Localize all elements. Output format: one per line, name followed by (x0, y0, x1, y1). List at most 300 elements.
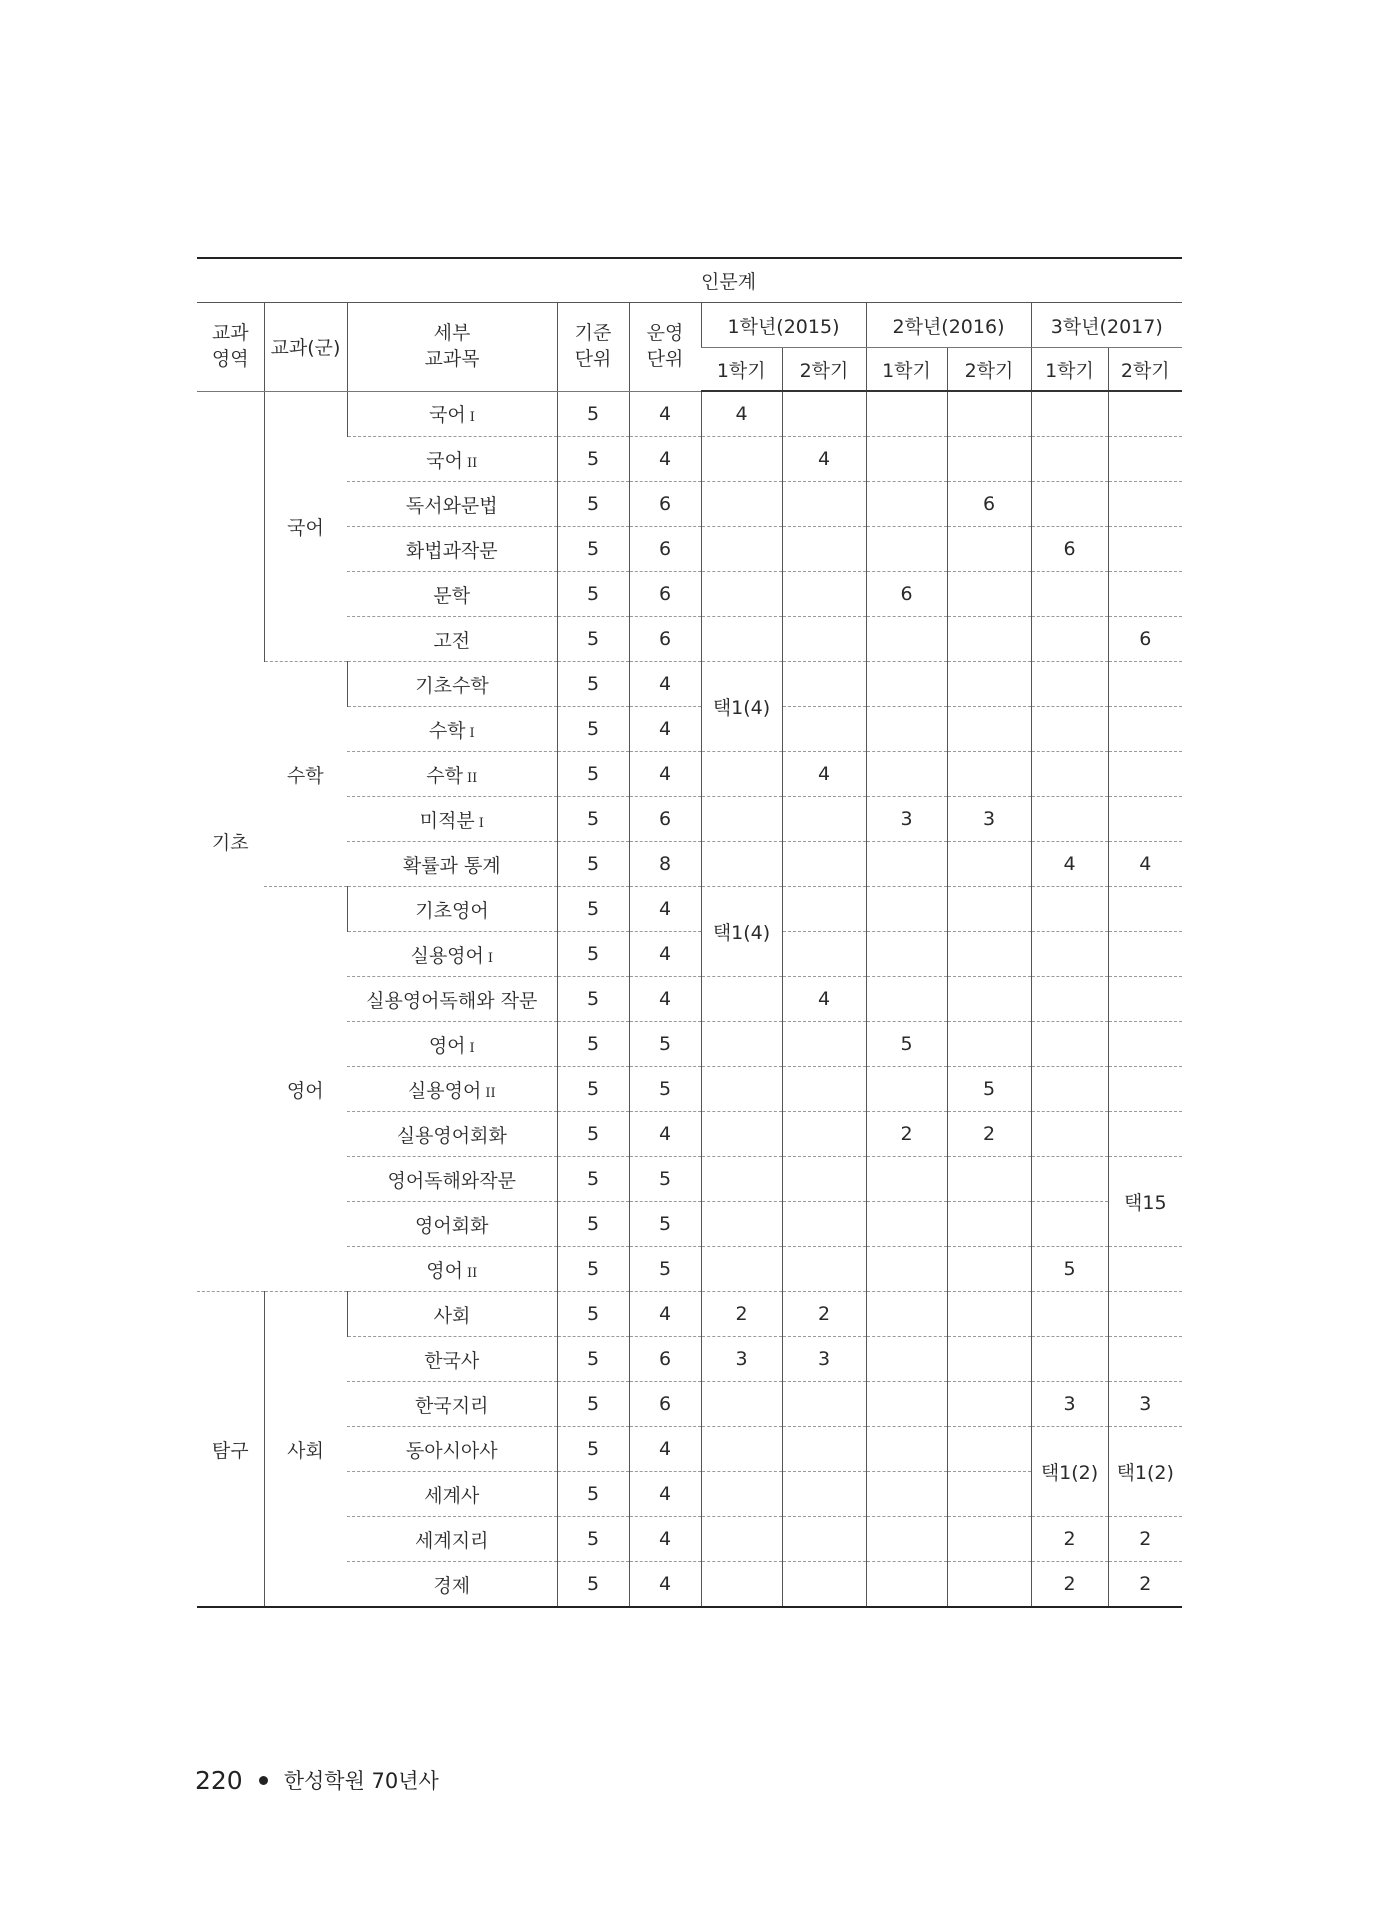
book-title: 한성학원 70년사 (283, 1769, 439, 1793)
semester-cell-y1-s2 (782, 391, 866, 437)
semester-cell-y1-s2 (782, 1157, 866, 1202)
operating-units-cell: 4 (629, 752, 701, 797)
semester-cell-y1-s2 (782, 662, 866, 707)
subject-cell (347, 1112, 557, 1157)
semester-cell-y3-s2 (1108, 437, 1182, 482)
subject-name: 기초영어 (415, 899, 489, 922)
semester-cell-y3-s2 (1108, 887, 1182, 932)
semester-cell-y2-s1 (866, 1292, 947, 1337)
semester-cell-y3-s1 (1031, 617, 1108, 662)
header-year-3: 3학년(2017) (1031, 303, 1182, 348)
subject-cell (347, 887, 557, 932)
subject-name: 고전 (433, 629, 471, 652)
group-cell: 사회 (264, 1292, 347, 1608)
subject-name: 동아시아사 (405, 1439, 498, 1462)
subject-name: 실용영어 (407, 1079, 482, 1102)
semester-cell-y2-s2 (947, 752, 1031, 797)
semester-cell-y1-s2 (782, 932, 866, 977)
semester-cell-y2-s1 (866, 1247, 947, 1292)
header-semester-1: 1학기 (701, 348, 782, 392)
standard-units-cell: 5 (557, 887, 629, 932)
subject-cell (347, 707, 557, 752)
standard-units-cell: 5 (557, 1337, 629, 1382)
semester-cell-y2-s2 (947, 707, 1031, 752)
semester-cell-y3-s1 (1031, 1067, 1108, 1112)
semester-cell-y3-s2 (1108, 707, 1182, 752)
subject-cell (347, 1067, 557, 1112)
semester-cell-y3-s1 (1031, 391, 1108, 437)
subject-name: 수학 (428, 719, 466, 742)
semester-cell-y1-s1 (701, 1427, 782, 1472)
group-cell: 국어 (264, 391, 347, 662)
semester-cell-y1-s1 (701, 482, 782, 527)
subject-name: 한국지리 (415, 1394, 489, 1417)
subject-name: 경제 (433, 1574, 471, 1597)
operating-units-cell: 6 (629, 527, 701, 572)
semester-cell-y2-s2 (947, 842, 1031, 887)
semester-cell-y2-s2 (947, 932, 1031, 977)
semester-cell-y1-s2 (782, 1202, 866, 1247)
semester-cell-y3-s1 (1031, 1157, 1108, 1202)
subject-roman-numeral: I (469, 1040, 475, 1056)
subject-cell (347, 527, 557, 572)
semester-cell-y2-s1: 5 (866, 1022, 947, 1067)
semester-cell-y3-s2 (1108, 482, 1182, 527)
semester-cell-y3-s2 (1108, 1292, 1182, 1337)
subject-name: 영어독해와작문 (387, 1169, 516, 1192)
semester-cell-y2-s1 (866, 1517, 947, 1562)
subject-cell (347, 1517, 557, 1562)
semester-cell-y3-s2 (1108, 1022, 1182, 1067)
subject-name: 미적분 (419, 809, 475, 832)
operating-units-cell: 5 (629, 1157, 701, 1202)
subject-cell (347, 1022, 557, 1067)
table-row (197, 662, 1182, 707)
semester-cell-y1-s1: 4 (701, 391, 782, 437)
semester-cell-y3-s2 (1108, 932, 1182, 977)
semester-cell-y3-s2: 4 (1108, 842, 1182, 887)
semester-cell-y3-s1 (1031, 1112, 1108, 1157)
semester-cell-y2-s1 (866, 1157, 947, 1202)
operating-units-cell: 4 (629, 662, 701, 707)
semester-cell-y3-s1 (1031, 977, 1108, 1022)
subject-roman-numeral: II (466, 455, 478, 471)
semester-cell-y2-s1 (866, 752, 947, 797)
page-number: 220 (195, 1765, 243, 1795)
semester-cell-y1-s2 (782, 1067, 866, 1112)
semester-cell-y1-s2 (782, 707, 866, 752)
standard-units-cell: 5 (557, 977, 629, 1022)
semester-cell-y1-s1 (701, 797, 782, 842)
subject-name: 세계사 (424, 1484, 480, 1507)
subject-name: 세계지리 (415, 1529, 489, 1552)
subject-roman-numeral: I (469, 725, 475, 741)
operating-units-cell: 4 (629, 1112, 701, 1157)
subject-cell (347, 1472, 557, 1517)
header-subject: 세부 교과목 (347, 303, 557, 392)
semester-cell-y2-s1 (866, 1202, 947, 1247)
standard-units-cell: 5 (557, 662, 629, 707)
semester-cell-y1-s1 (701, 1382, 782, 1427)
semester-cell-y3-s1: 5 (1031, 1247, 1108, 1292)
operating-units-cell: 4 (629, 932, 701, 977)
subject-cell (347, 1382, 557, 1427)
semester-cell-y1-s2 (782, 482, 866, 527)
standard-units-cell: 5 (557, 391, 629, 437)
header-year-1: 1학년(2015) (701, 303, 866, 348)
semester-cell-y2-s2 (947, 662, 1031, 707)
semester-cell-y2-s2 (947, 527, 1031, 572)
semester-cell-y3-s1: 2 (1031, 1517, 1108, 1562)
semester-cell-y2-s1 (866, 887, 947, 932)
operating-units-cell: 4 (629, 391, 701, 437)
semester-cell-y3-s2: 6 (1108, 617, 1182, 662)
subject-roman-numeral: II (466, 770, 478, 786)
table-title: 인문계 (701, 258, 1182, 303)
standard-units-cell: 5 (557, 617, 629, 662)
semester-cell-y3-s2: 택15 (1108, 1157, 1182, 1247)
subject-cell (347, 572, 557, 617)
semester-cell-y2-s2 (947, 1472, 1031, 1517)
subject-name: 실용영어 (410, 944, 484, 967)
operating-units-cell: 5 (629, 1247, 701, 1292)
semester-cell-y1-s1 (701, 1067, 782, 1112)
semester-cell-y2-s2 (947, 391, 1031, 437)
operating-units-cell: 5 (629, 1202, 701, 1247)
semester-cell-y2-s2 (947, 1427, 1031, 1472)
semester-cell-y1-s1 (701, 1202, 782, 1247)
semester-cell-y1-s1 (701, 1517, 782, 1562)
operating-units-cell: 4 (629, 1427, 701, 1472)
subject-name: 국어 (429, 404, 466, 427)
standard-units-cell: 5 (557, 1247, 629, 1292)
semester-cell-y1-s2: 4 (782, 752, 866, 797)
subject-name: 화법과작문 (405, 539, 498, 562)
subject-roman-numeral: II (466, 1265, 478, 1281)
semester-cell-y3-s1 (1031, 707, 1108, 752)
header-semester-2: 2학기 (947, 348, 1031, 392)
subject-name: 수학 (426, 764, 463, 787)
semester-cell-y3-s1 (1031, 932, 1108, 977)
semester-cell-y2-s1 (866, 707, 947, 752)
subject-name: 기초수학 (415, 674, 489, 697)
semester-cell-y1-s2 (782, 617, 866, 662)
semester-cell-y2-s1 (866, 842, 947, 887)
semester-cell-y1-s1 (701, 842, 782, 887)
semester-cell-y1-s2 (782, 1112, 866, 1157)
semester-cell-y3-s1 (1031, 437, 1108, 482)
operating-units-cell: 4 (629, 437, 701, 482)
subject-cell (347, 842, 557, 887)
curriculum-table (197, 257, 1182, 1608)
standard-units-cell: 5 (557, 1202, 629, 1247)
semester-cell-y3-s2 (1108, 1337, 1182, 1382)
semester-cell-y3-s2 (1108, 527, 1182, 572)
semester-cell-y1-s2 (782, 797, 866, 842)
semester-cell-y2-s1 (866, 1472, 947, 1517)
semester-cell-y1-s2: 2 (782, 1292, 866, 1337)
subject-name: 영어 (428, 1034, 466, 1057)
subject-name: 문학 (433, 584, 471, 607)
semester-cell-y3-s1 (1031, 752, 1108, 797)
subject-cell (347, 482, 557, 527)
operating-units-cell: 6 (629, 482, 701, 527)
semester-cell-y2-s2: 3 (947, 797, 1031, 842)
semester-cell-y3-s2: 3 (1108, 1382, 1182, 1427)
semester-cell-y1-s1 (701, 752, 782, 797)
semester-cell-y1-s2: 4 (782, 977, 866, 1022)
subject-name: 독서와문법 (405, 494, 498, 517)
semester-cell-y2-s1 (866, 1427, 947, 1472)
semester-cell-y3-s2 (1108, 391, 1182, 437)
subject-roman-numeral: I (469, 410, 475, 426)
semester-cell-y3-s2 (1108, 572, 1182, 617)
subject-cell (347, 1292, 557, 1337)
group-cell: 수학 (264, 662, 347, 887)
header-row (197, 303, 1182, 348)
operating-units-cell: 4 (629, 1472, 701, 1517)
semester-cell-y3-s1 (1031, 887, 1108, 932)
semester-cell-y2-s2 (947, 887, 1031, 932)
subject-name: 영어 (426, 1259, 463, 1282)
semester-cell-y1-s1 (701, 527, 782, 572)
semester-cell-y3-s2: 2 (1108, 1517, 1182, 1562)
semester-cell-y2-s2 (947, 437, 1031, 482)
operating-units-cell: 8 (629, 842, 701, 887)
semester-cell-y1-s1 (701, 1022, 782, 1067)
subject-cell (347, 1562, 557, 1608)
semester-cell-y2-s2 (947, 977, 1031, 1022)
operating-units-cell: 4 (629, 887, 701, 932)
semester-cell-y3-s2 (1108, 1247, 1182, 1292)
subject-cell (347, 437, 557, 482)
header-year-2: 2학년(2016) (866, 303, 1031, 348)
standard-units-cell: 5 (557, 1157, 629, 1202)
subject-name: 확률과 통계 (402, 854, 501, 877)
subject-name: 영어회화 (415, 1214, 489, 1237)
semester-cell-y2-s1: 6 (866, 572, 947, 617)
semester-cell-y2-s1 (866, 437, 947, 482)
semester-cell-y1-s2 (782, 572, 866, 617)
standard-units-cell: 5 (557, 1562, 629, 1608)
semester-cell-y2-s1 (866, 391, 947, 437)
subject-name: 한국사 (424, 1349, 480, 1372)
subject-cell (347, 977, 557, 1022)
semester-cell-y2-s2: 6 (947, 482, 1031, 527)
standard-units-cell: 5 (557, 1427, 629, 1472)
semester-cell-y1-s2 (782, 887, 866, 932)
semester-cell-y2-s2: 5 (947, 1067, 1031, 1112)
semester-cell-y3-s1: 택1(2) (1031, 1427, 1108, 1517)
semester-cell-y1-s1 (701, 1157, 782, 1202)
standard-units-cell: 5 (557, 1112, 629, 1157)
semester-cell-y2-s1 (866, 932, 947, 977)
operating-units-cell: 5 (629, 1067, 701, 1112)
semester-cell-y3-s1 (1031, 797, 1108, 842)
semester-cell-y1-s2 (782, 1562, 866, 1608)
semester-cell-y1-s1: 택1(4) (701, 662, 782, 752)
semester-cell-y1-s2: 4 (782, 437, 866, 482)
standard-units-cell: 5 (557, 1067, 629, 1112)
header-standard-units: 기준 단위 (557, 303, 629, 392)
semester-cell-y3-s1 (1031, 1337, 1108, 1382)
semester-cell-y3-s2 (1108, 977, 1182, 1022)
subject-name: 실용영어독해와 작문 (366, 989, 538, 1012)
semester-cell-y1-s1 (701, 1247, 782, 1292)
subject-cell (347, 1202, 557, 1247)
semester-cell-y2-s1 (866, 527, 947, 572)
standard-units-cell: 5 (557, 932, 629, 977)
subject-cell (347, 1427, 557, 1472)
semester-cell-y2-s1: 3 (866, 797, 947, 842)
subject-name: 사회 (433, 1304, 471, 1327)
semester-cell-y2-s1 (866, 1562, 947, 1608)
semester-cell-y1-s1 (701, 437, 782, 482)
standard-units-cell: 5 (557, 752, 629, 797)
semester-cell-y1-s2 (782, 1247, 866, 1292)
semester-cell-y1-s2 (782, 1382, 866, 1427)
table-row (197, 887, 1182, 932)
semester-cell-y3-s1 (1031, 662, 1108, 707)
subject-cell (347, 617, 557, 662)
semester-cell-y1-s2 (782, 842, 866, 887)
semester-cell-y3-s1: 3 (1031, 1382, 1108, 1427)
header-semester-2: 2학기 (1108, 348, 1182, 392)
semester-cell-y2-s2 (947, 1337, 1031, 1382)
standard-units-cell: 5 (557, 527, 629, 572)
semester-cell-y1-s2 (782, 1022, 866, 1067)
header-semester-1: 1학기 (1031, 348, 1108, 392)
operating-units-cell: 4 (629, 1562, 701, 1608)
bullet-icon (259, 1776, 268, 1785)
semester-cell-y2-s1 (866, 977, 947, 1022)
semester-cell-y3-s2 (1108, 1067, 1182, 1112)
semester-cell-y2-s2 (947, 1562, 1031, 1608)
operating-units-cell: 6 (629, 1337, 701, 1382)
subject-roman-numeral: I (478, 815, 484, 831)
semester-cell-y3-s1: 2 (1031, 1562, 1108, 1608)
semester-cell-y3-s1: 6 (1031, 527, 1108, 572)
standard-units-cell: 5 (557, 1292, 629, 1337)
semester-cell-y2-s2 (947, 572, 1031, 617)
group-cell: 영어 (264, 887, 347, 1292)
semester-cell-y3-s2 (1108, 1112, 1182, 1157)
table-row (197, 1292, 1182, 1337)
operating-units-cell: 4 (629, 1292, 701, 1337)
standard-units-cell: 5 (557, 1022, 629, 1067)
semester-cell-y3-s1 (1031, 1292, 1108, 1337)
semester-cell-y3-s1: 4 (1031, 842, 1108, 887)
standard-units-cell: 5 (557, 707, 629, 752)
semester-cell-y2-s2: 2 (947, 1112, 1031, 1157)
operating-units-cell: 4 (629, 707, 701, 752)
subject-name: 실용영어회화 (396, 1124, 507, 1147)
standard-units-cell: 5 (557, 572, 629, 617)
semester-cell-y3-s1 (1031, 572, 1108, 617)
header-operating-units: 운영 단위 (629, 303, 701, 392)
semester-cell-y1-s1 (701, 572, 782, 617)
semester-cell-y1-s1 (701, 1472, 782, 1517)
table-title-row (197, 258, 1182, 303)
semester-cell-y2-s2 (947, 1202, 1031, 1247)
semester-cell-y3-s2: 2 (1108, 1562, 1182, 1608)
semester-cell-y3-s2 (1108, 662, 1182, 707)
semester-cell-y1-s1: 택1(4) (701, 887, 782, 977)
header-semester-2: 2학기 (782, 348, 866, 392)
semester-cell-y2-s2 (947, 1382, 1031, 1427)
subject-cell (347, 391, 557, 437)
semester-cell-y1-s2 (782, 1517, 866, 1562)
standard-units-cell: 5 (557, 1517, 629, 1562)
semester-cell-y3-s1 (1031, 1022, 1108, 1067)
subject-cell (347, 1337, 557, 1382)
semester-cell-y1-s2 (782, 527, 866, 572)
header-semester-1: 1학기 (866, 348, 947, 392)
semester-cell-y2-s1 (866, 1382, 947, 1427)
semester-cell-y1-s1: 2 (701, 1292, 782, 1337)
semester-cell-y2-s2 (947, 617, 1031, 662)
subject-roman-numeral: II (485, 1085, 496, 1101)
semester-cell-y2-s1 (866, 1067, 947, 1112)
area-cell: 기초 (197, 391, 264, 1292)
semester-cell-y3-s2: 택1(2) (1108, 1427, 1182, 1517)
semester-cell-y1-s1 (701, 977, 782, 1022)
subject-cell (347, 1157, 557, 1202)
subject-cell (347, 797, 557, 842)
subject-name: 국어 (426, 449, 463, 472)
page-footer (195, 1765, 439, 1795)
semester-cell-y2-s1 (866, 617, 947, 662)
semester-cell-y3-s1 (1031, 1202, 1108, 1247)
subject-cell (347, 662, 557, 707)
semester-cell-y1-s2: 3 (782, 1337, 866, 1382)
operating-units-cell: 6 (629, 617, 701, 662)
standard-units-cell: 5 (557, 482, 629, 527)
header-area: 교과 영역 (197, 303, 264, 392)
standard-units-cell: 5 (557, 842, 629, 887)
semester-cell-y1-s1 (701, 1562, 782, 1608)
area-cell: 탐구 (197, 1292, 264, 1608)
semester-cell-y3-s2 (1108, 797, 1182, 842)
subject-cell (347, 752, 557, 797)
semester-cell-y1-s2 (782, 1427, 866, 1472)
semester-cell-y2-s2 (947, 1247, 1031, 1292)
semester-cell-y2-s1 (866, 662, 947, 707)
standard-units-cell: 5 (557, 437, 629, 482)
semester-cell-y2-s1: 2 (866, 1112, 947, 1157)
subject-cell (347, 1247, 557, 1292)
standard-units-cell: 5 (557, 1472, 629, 1517)
semester-cell-y2-s1 (866, 482, 947, 527)
semester-cell-y1-s1 (701, 617, 782, 662)
semester-cell-y2-s2 (947, 1292, 1031, 1337)
semester-cell-y2-s1 (866, 1337, 947, 1382)
header-group: 교과(군) (264, 303, 347, 392)
subject-cell (347, 932, 557, 977)
semester-cell-y2-s2 (947, 1022, 1031, 1067)
operating-units-cell: 6 (629, 572, 701, 617)
semester-cell-y3-s2 (1108, 752, 1182, 797)
semester-cell-y2-s2 (947, 1517, 1031, 1562)
semester-cell-y2-s2 (947, 1157, 1031, 1202)
standard-units-cell: 5 (557, 797, 629, 842)
table-row (197, 391, 1182, 437)
semester-cell-y1-s1 (701, 1112, 782, 1157)
semester-cell-y3-s1 (1031, 482, 1108, 527)
operating-units-cell: 6 (629, 1382, 701, 1427)
semester-cell-y1-s2 (782, 1472, 866, 1517)
operating-units-cell: 4 (629, 1517, 701, 1562)
